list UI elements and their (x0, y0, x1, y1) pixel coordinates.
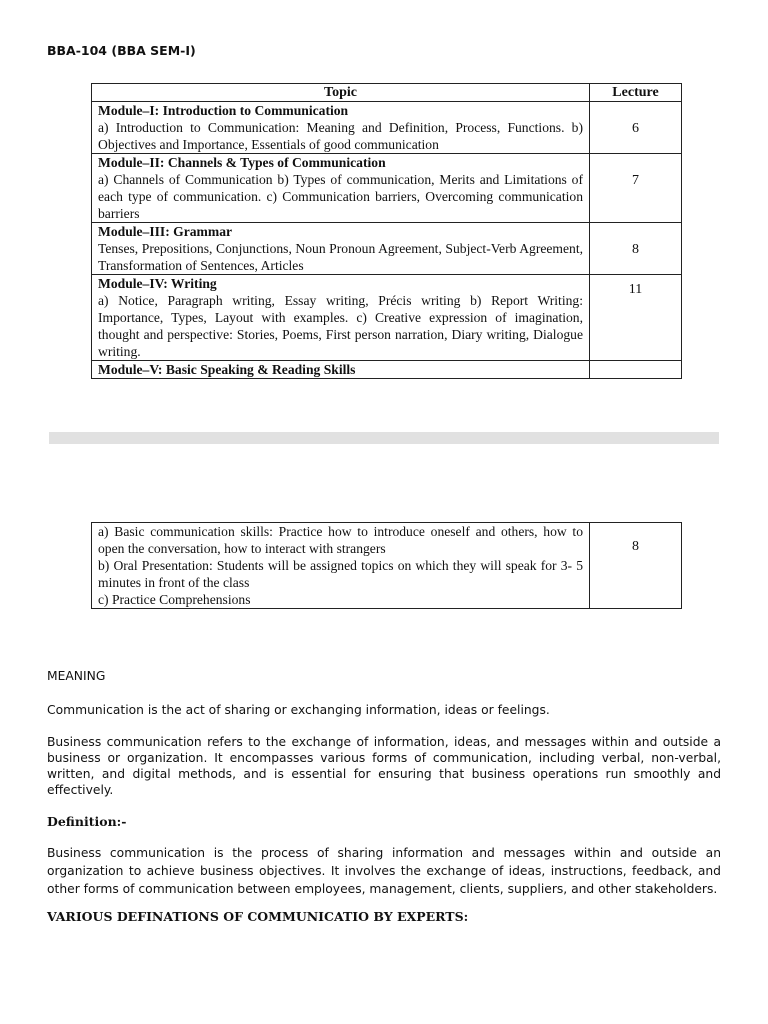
module-cell (92, 102, 590, 154)
column-header-topic: Topic (92, 84, 590, 102)
module-cell (92, 361, 590, 379)
lecture-cell (590, 102, 682, 154)
experts-heading: VARIOUS DEFINATIONS OF COMMUNICATIO BY EXPERTS: (47, 909, 469, 924)
module-title: Module–II: Channels & Types of Communication (98, 155, 386, 170)
module-title: Module–III: Grammar (98, 224, 233, 239)
meaning-paragraph-2: Business communication refers to the exchange of information, ideas, and messages within and outside a business or organization. It encompasses various forms of communication, including verbal, non-verbal, written, and digital methods, and is essential for ensuring that business operations run smoothly and effectively. (47, 735, 721, 797)
table-row (92, 154, 682, 223)
module-description-line: b) Oral Presentation: Students will be assigned topics on which they will speak for 3- 5 minutes in front of the class (98, 558, 583, 590)
lecture-cell (590, 154, 682, 223)
module-cell (92, 154, 590, 223)
syllabus-table-continued (91, 522, 682, 609)
module-cell (92, 523, 590, 609)
page-break-divider (49, 432, 719, 444)
module-description-line: a) Basic communication skills: Practice how to introduce oneself and others, how to open the conversation, how to interact with strangers (98, 524, 583, 556)
table-row (92, 523, 682, 609)
column-header-lecture: Lecture (590, 84, 682, 102)
table-row (92, 361, 682, 379)
module-title: Module–I: Introduction to Communication (98, 103, 349, 118)
lecture-cell (590, 361, 682, 379)
meaning-paragraph-1: Communication is the act of sharing or exchanging information, ideas or feelings. (47, 703, 550, 717)
lecture-count: 8 (632, 242, 639, 257)
module-description: Tenses, Prepositions, Conjunctions, Noun Pronoun Agreement, Subject-Verb Agreement, Transformation of Sentences, Articles (98, 241, 583, 273)
module-title: Module–V: Basic Speaking & Reading Skills (98, 362, 356, 377)
module-description-line: c) Practice Comprehensions (98, 592, 251, 607)
module-description: a) Notice, Paragraph writing, Essay writing, Précis writing b) Report Writing: Importance, Types, Layout with examples. c) Creative expression of imagination, thought and perspective: Stories, Poems, First person narration, Diary writing, Dialogue writing. (98, 293, 583, 359)
lecture-count: 6 (632, 121, 639, 136)
module-description: a) Channels of Communication b) Types of communication, Merits and Limitations of each type of communication. c) Communication barriers, Overcoming communication barriers (98, 172, 583, 221)
lecture-cell (590, 275, 682, 361)
module-cell (92, 223, 590, 275)
lecture-count: 7 (632, 173, 639, 188)
table-row (92, 102, 682, 154)
table-header-row (92, 84, 682, 102)
course-code-header: BBA-104 (BBA SEM-I) (47, 43, 196, 58)
module-description: a) Introduction to Communication: Meaning and Definition, Process, Functions. b) Objectives and Importance, Essentials of good communication (98, 120, 583, 152)
definition-heading: Definition:- (47, 814, 127, 829)
lecture-count: 8 (632, 539, 639, 554)
lecture-cell (590, 223, 682, 275)
table-row (92, 275, 682, 361)
definition-paragraph: Business communication is the process of sharing information and messages within and outside an organization to achieve business objectives. It involves the exchange of ideas, instructions, feedback, and other forms of communication between employees, management, clients, suppliers, and other stakeholders. (47, 846, 721, 896)
syllabus-table (91, 83, 682, 379)
module-title: Module–IV: Writing (98, 276, 217, 291)
lecture-cell (590, 523, 682, 609)
lecture-count: 11 (628, 282, 643, 297)
module-cell (92, 275, 590, 361)
meaning-heading: MEANING (47, 669, 106, 683)
table-row (92, 223, 682, 275)
